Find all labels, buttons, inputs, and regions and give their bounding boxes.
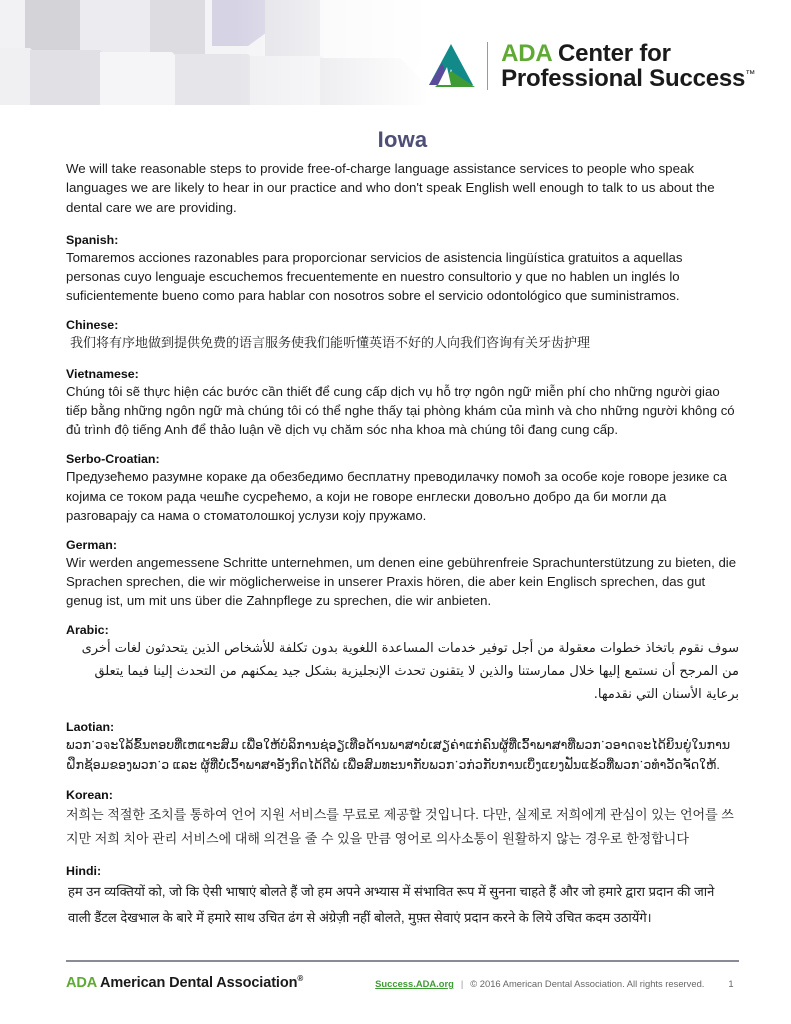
language-section-laotian: [66, 720, 739, 776]
language-label-arabic: Arabic:: [66, 623, 109, 638]
language-text-german: Wir werden angemessene Schritte unternehmen, um denen eine gebührenfreie Sprachunterstützung zu bieten, die Sprachen sprechen, die wir möglicherweise in unserer Praxis hören, die aber kein Englisch sprechen, das gut genug ist, um mit uns über die Zahnpflege zu sprechen, die wir anbieten.: [66, 554, 737, 609]
footer-ada-brand: [66, 974, 303, 991]
logo-divider: [487, 42, 488, 90]
language-label-vietnamese: Vietnamese:: [66, 367, 139, 382]
logo-wordmark: [501, 41, 755, 92]
copyright-text: © 2016 American Dental Association. All rights reserved.: [470, 977, 705, 989]
trademark-symbol: ™: [745, 69, 755, 80]
language-label-korean: Korean:: [66, 788, 113, 803]
footer-separator: |: [460, 977, 464, 989]
language-label-spanish: Spanish:: [66, 232, 119, 247]
intro-paragraph: We will take reasonable steps to provide free-of-charge language assistance services to people who speak languages we are likely to hear in our practice and who don't speak English well enough to talk to us about the dental care we are providing.: [66, 161, 715, 215]
language-section-german: [66, 538, 739, 610]
language-section-spanish: [66, 233, 739, 305]
page-footer: [0, 958, 791, 1024]
language-text-laotian: ພວກॱວจະໃລ້ຂົ້ນຕອບທີ່ເຫແາະສົມ ເພື່ອໃຫ້ບໍລິການຊ່ອຽເທືອດ້ານພາສາບໍ່ເສຽຄ່າແກ່ຄົນຜູ້ທີ່ເວົ້າພາສາທີ່ພວກॱວອາດจະໄດ້ຍິນຍູ່ໃນການຝຶກຊ້ອມຂອງພວກॱວ ແລະ ຜູ້ທີ່ບໍ່ເວົ້າພາສາອັງກິດໄດ້ດີພໍ ເພື່ອສົມທະນາກັບພວກॱວກ່ວກັບການເບິ່ງແຍງຟັນແຂ້ວທີ່ພວກॱວທຳວັດຈັດໃຫ້.: [66, 737, 731, 772]
footer-association-text: American Dental Association: [96, 974, 298, 991]
language-text-korean: 저희는 적절한 조치를 통하여 언어 지원 서비스를 무료로 제공할 것입니다. 다만, 실제로 저희에게 관심이 있는 언어를 쓰지만 저희 치아 관리 서비스에 대해 의견을 줄 수 있을 만큼 영어로 의사소통이 원활하지 않는 경우로 한정합니다: [66, 807, 734, 847]
ada-center-logo: [425, 36, 755, 96]
language-text-vietnamese: Chúng tôi sẽ thực hiện các bước cần thiết để cung cấp dịch vụ hỗ trợ ngôn ngữ miễn phí cho những người giao tiếp bằng những ngôn ngữ mà chúng tôi có thể nghe thấy tại phòng khám của mình và cho những người không có đủ trình độ tiếng Anh để thảo luận về dịch vụ chăm sóc nha khoa mà chúng tôi đang cung cấp.: [66, 384, 735, 438]
language-section-hindi: [66, 864, 739, 930]
footer-meta: [375, 978, 733, 989]
language-label-chinese: Chinese:: [66, 318, 119, 333]
logo-line-two: [501, 66, 755, 91]
language-text-spanish: Tomaremos acciones razonables para proporcionar servicios de asistencia lingüística gratuitos a aquellas personas cuyo lenguaje escuchemos frecuentemente en nuestro consultorio y que no hablen un inglés lo suficientemente bueno como para hablar con nosotros sobre el servicio odontológico que suministramos.: [66, 249, 683, 304]
registered-symbol: ®: [297, 974, 304, 983]
language-section-arabic: [66, 623, 739, 706]
logo-center-for-text: Center for: [551, 39, 671, 67]
footer-content: [66, 974, 739, 991]
document-body: [0, 127, 791, 930]
footer-ada-text: ADA: [66, 974, 97, 991]
language-label-laotian: Laotian:: [66, 719, 115, 734]
language-section-serbo-croatian: [66, 452, 739, 524]
page-title: Iowa: [377, 127, 428, 152]
language-section-chinese: [66, 318, 739, 354]
language-text-hindi: हम उन व्यक्तियों को, जो कि ऐसी भाषाएं बोलते हैं जो हम अपने अभ्यास में संभावित रूप में सुनना चाहते हैं और जो हमारे द्वारा प्रदान की जाने वाली डैंटल देखभाल के बारे में हमारे साथ उचित ढंग से अंग्रेज़ी नहीं बोलते, मुफ़्त सेवाएं प्रदान करने के लिये उचित कदम उठायेंगे।: [68, 884, 715, 925]
footer-divider: [66, 960, 739, 962]
language-section-vietnamese: [66, 367, 739, 439]
language-label-german: German:: [66, 537, 117, 552]
language-text-arabic: سوف نقوم باتخاذ خطوات معقولة من أجل توفير خدمات المساعدة اللغوية بدون تكلفة للأشخاص الذين يتحدثون لغات أخرى من المرجح أن نستمع إليها خلال ممارستنا والذين لا يتقنون تحدث الإنجليزية بشكل جيد يمكنهم من التحدث إلينا فيما يتعلق برعاية الأسنان التي نقدمها.: [81, 641, 739, 702]
logo-ada-text: ADA: [501, 39, 552, 67]
logo-line-one: [501, 41, 755, 66]
language-label-hindi: Hindi:: [66, 864, 102, 879]
chevron-pattern-decoration: [0, 0, 430, 105]
language-text-serbo-croatian: Предузећемо разумне кораке да обезбедимо бесплатну преводилачку помоћ за особе које говоре језике са којима се током рада чешће сусрећемо, а који не говоре енглески довољно добро да би могли да разговарају са нама о стоматолошкој услузи коју пружамо.: [66, 469, 727, 523]
page-header: [0, 0, 791, 105]
page-number: 1: [728, 977, 734, 989]
language-label-serbo-croatian: Serbo-Croatian:: [66, 452, 160, 467]
success-ada-org-link[interactable]: Success.ADA.org: [375, 977, 454, 989]
logo-professional-success-text: Professional Success: [501, 65, 746, 92]
ada-triangle-logo-icon: [425, 41, 477, 91]
language-text-chinese: 我们将有序地做到提供免费的语言服务使我们能听懂英语不好的人向我们咨询有关牙齿护理: [70, 335, 591, 351]
language-section-korean: [66, 788, 739, 851]
